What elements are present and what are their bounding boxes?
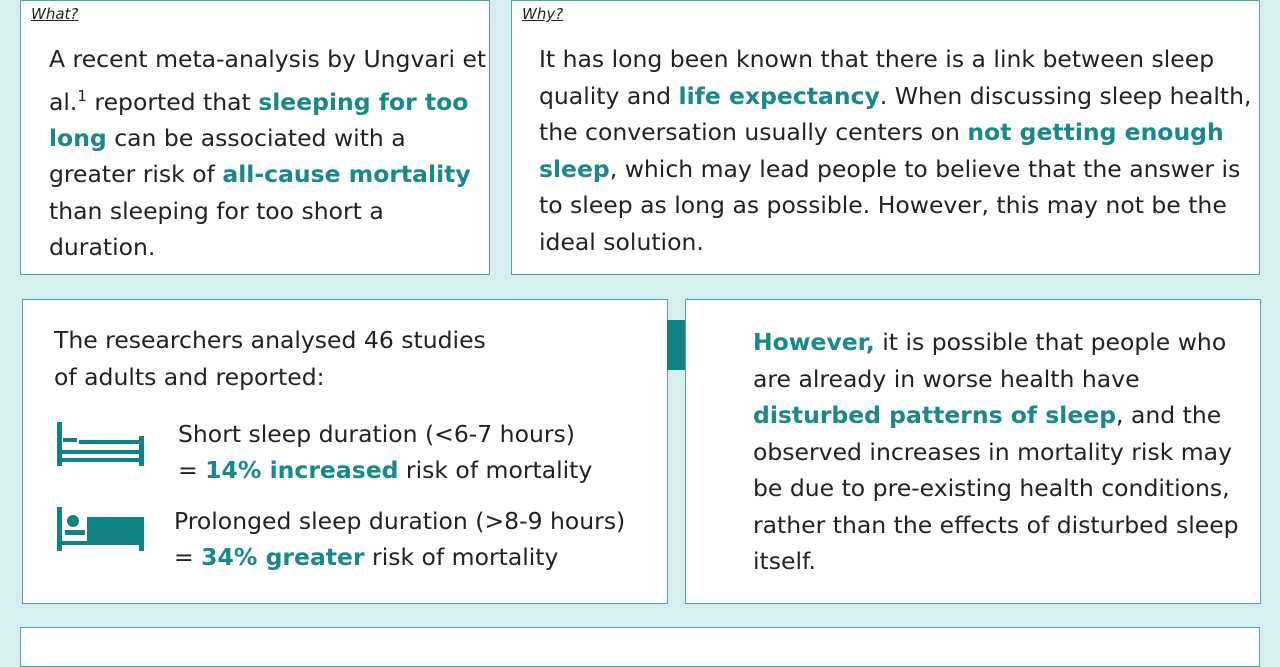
studies-intro: The researchers analysed 46 studies of adults and reported: xyxy=(54,326,486,391)
highlight-life-expectancy: life expectancy xyxy=(678,81,880,110)
highlight-all-cause-mortality: all-cause mortality xyxy=(222,160,471,189)
highlight-disturbed-patterns: disturbed patterns of sleep xyxy=(753,401,1117,429)
long-sleep-text: Prolonged sleep duration (>8-9 hours) = 34% greater risk of mortality xyxy=(174,507,626,571)
short-sleep-text: Short sleep duration (<6-7 hours) = 14% increased risk of mortality xyxy=(178,420,593,484)
why-panel xyxy=(511,0,1260,275)
however-text: However, it is possible that people who are already in worse health have disturbed patterns of sleep, and the observed increases in mortality risk may be due to pre-existing health conditions, rather than the effects of disturbed sleep itself. xyxy=(753,328,1239,575)
why-label: Why? xyxy=(522,5,564,23)
highlight-sleeping-too-long: sleeping for too long xyxy=(49,87,469,152)
what-panel xyxy=(20,0,490,275)
studies-panel xyxy=(22,299,668,604)
footnote-ref: 1 xyxy=(77,86,87,105)
what-text: A recent meta-analysis by Ungvari et al.$^1$ reported that sleeping for too long can be associated with a greater risk of all-cause mortality than sleeping for too short a duration. xyxy=(49,45,487,262)
why-text: It has long been known that there is a link between sleep quality and life expectancy. When discussing sleep health, the conversation usually centers on not getting enough sleep, which may lead people to believe that the answer is to sleep as long as possible. However, this may not be the ideal solution. xyxy=(539,45,1252,256)
highlight-34-percent: 34% greater xyxy=(201,543,365,571)
highlight-14-percent: 14% increased xyxy=(205,456,399,484)
person-in-bed-icon xyxy=(57,503,145,553)
highlight-not-enough-sleep: not getting enough sleep xyxy=(539,118,1224,183)
however-panel xyxy=(685,299,1261,604)
bottom-panel xyxy=(20,627,1260,667)
empty-bed-icon xyxy=(57,416,145,472)
what-label: What? xyxy=(31,5,79,23)
highlight-however: However, xyxy=(753,328,875,356)
